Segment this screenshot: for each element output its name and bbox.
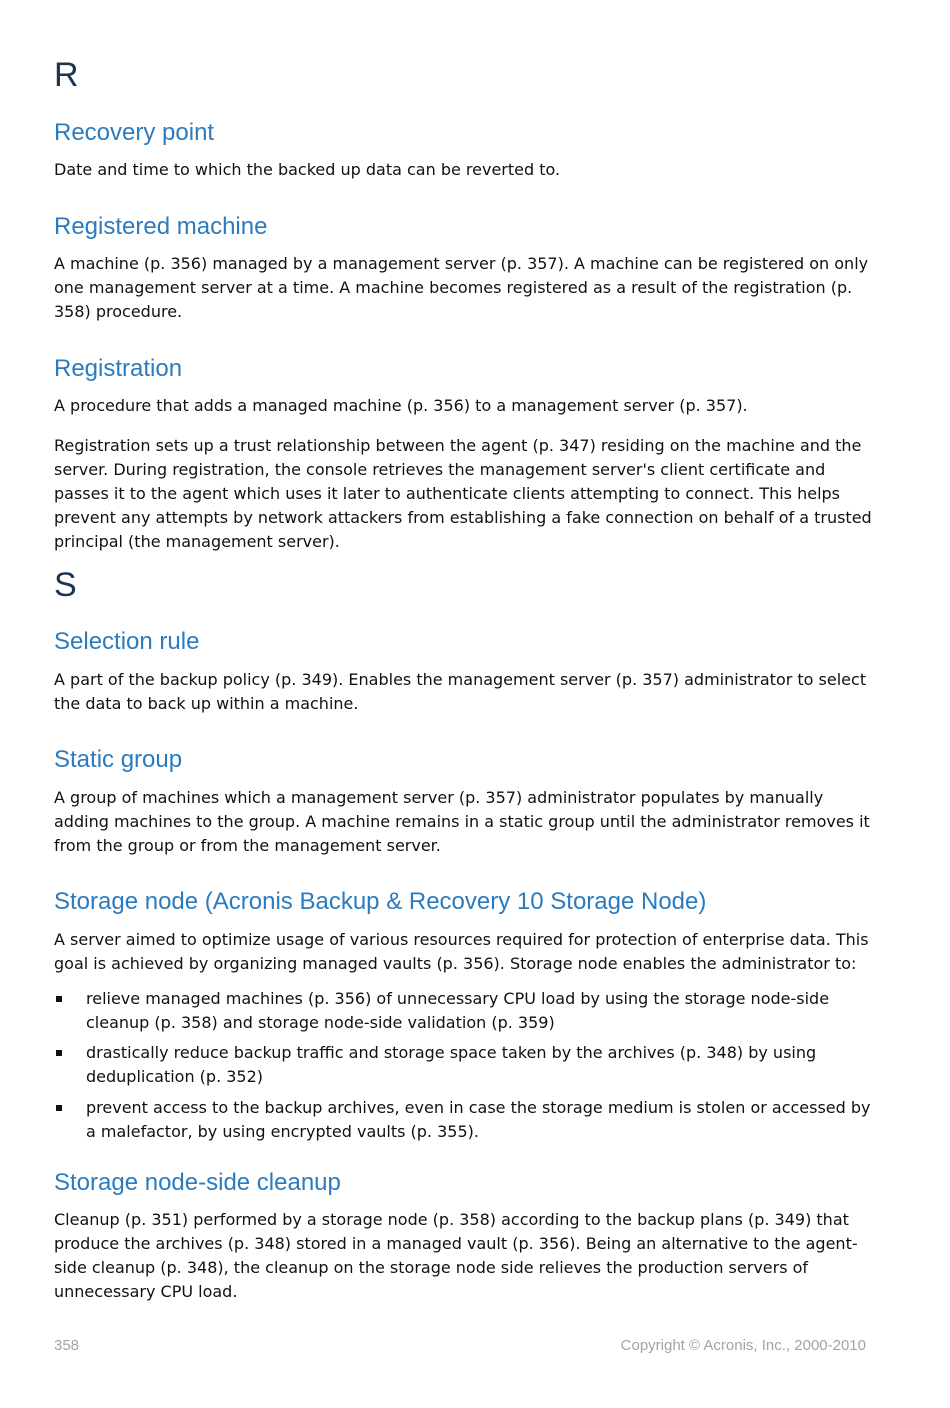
definition-static-group: A group of machines which a management server (p. 357) administrator populates by manually adding machines to the group. A machine remains in a static group until the administrator removes it from the group or from the management server. — [54, 788, 870, 855]
definition-storage-node: A server aimed to optimize usage of various resources required for protection of enterprise data. This goal is achieved by organizing managed vaults (p. 356). Storage node enables the administrator to: — [54, 930, 869, 973]
definition-recovery-point: Date and time to which the backed up data can be reverted to. — [54, 160, 561, 179]
page-number: 358 — [54, 1337, 80, 1354]
term-storage-node-side-cleanup: Storage node-side cleanup — [54, 1169, 341, 1196]
definition-registration-2: Registration sets up a trust relationship between the agent (p. 347) residing on the machine and the server. During registration, the console retrieves the management server's client certificate and passes it to the agent which uses it later to authenticate clients attempting to connect. This helps prevent any attempts by network attackers from establishing a fake connection on behalf of a trusted principal (the management server). — [54, 436, 872, 551]
list-item-text: drastically reduce backup traffic and storage space taken by the archives (p. 348) by using deduplication (p. 352) — [86, 1043, 817, 1086]
list-item — [54, 1041, 874, 1089]
copyright-notice: Copyright © Acronis, Inc., 2000-2010 — [620, 1337, 866, 1354]
section-letter-s: S — [54, 566, 77, 604]
list-item-text: relieve managed machines (p. 356) of unnecessary CPU load by using the storage node-side cleanup (p. 358) and storage node-side validation (p. 359) — [86, 989, 830, 1032]
section-letter-r: R — [54, 56, 79, 94]
term-static-group: Static group — [54, 746, 183, 773]
term-storage-node: Storage node (Acronis Backup & Recovery 10 Storage Node) — [54, 888, 707, 915]
term-registration: Registration — [54, 355, 183, 382]
list-item — [54, 987, 874, 1035]
term-registered-machine: Registered machine — [54, 213, 268, 240]
definition-selection-rule: A part of the backup policy (p. 349). Enables the management server (p. 357) administrator to select the data to back up within a machine. — [54, 670, 867, 713]
definition-storage-node-side-cleanup: Cleanup (p. 351) performed by a storage node (p. 358) according to the backup plans (p. 349) that produce the archives (p. 348) stored in a managed vault (p. 356). Being an alternative to the agent-side cleanup (p. 348), the cleanup on the storage node side relieves the production servers of unnecessary CPU load. — [54, 1210, 858, 1301]
definition-registered-machine: A machine (p. 356) managed by a management server (p. 357). A machine can be registered on only one management server at a time. A machine becomes registered as a result of the registration (p. 358) procedure. — [54, 254, 869, 321]
list-item-text: prevent access to the backup archives, even in case the storage medium is stolen or accessed by a malefactor, by using encrypted vaults (p. 355). — [86, 1098, 871, 1141]
definition-registration-1: A procedure that adds a managed machine (p. 356) to a management server (p. 357). — [54, 396, 748, 415]
term-selection-rule: Selection rule — [54, 628, 200, 655]
list-item — [54, 1096, 874, 1144]
bullet-square-icon — [56, 1050, 62, 1056]
bullet-square-icon — [56, 1105, 62, 1111]
term-recovery-point: Recovery point — [54, 119, 215, 146]
bullet-square-icon — [56, 996, 62, 1002]
